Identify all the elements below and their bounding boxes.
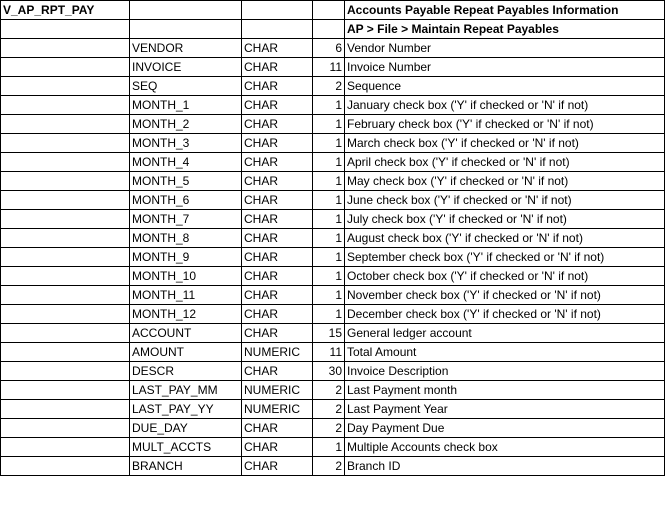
data-type-cell: CHAR (242, 115, 313, 134)
empty-cell (1, 191, 130, 210)
data-type-cell: CHAR (242, 305, 313, 324)
length-cell: 2 (313, 457, 345, 476)
description-cell: General ledger account (345, 324, 665, 343)
length-cell: 11 (313, 58, 345, 77)
empty-cell (1, 172, 130, 191)
description-cell: June check box ('Y' if checked or 'N' if not) (345, 191, 665, 210)
description-cell: Vendor Number (345, 39, 665, 58)
field-name-cell: INVOICE (130, 58, 242, 77)
length-cell: 2 (313, 419, 345, 438)
field-name-cell: MONTH_10 (130, 267, 242, 286)
field-name-cell: ACCOUNT (130, 324, 242, 343)
data-type-cell: CHAR (242, 248, 313, 267)
description-cell: November check box ('Y' if checked or 'N' if not) (345, 286, 665, 305)
data-type-cell: CHAR (242, 96, 313, 115)
empty-cell (242, 20, 313, 39)
data-type-cell: CHAR (242, 419, 313, 438)
field-name-cell: LAST_PAY_YY (130, 400, 242, 419)
field-name-cell: LAST_PAY_MM (130, 381, 242, 400)
table-row (1, 153, 665, 172)
table-row (1, 286, 665, 305)
field-name-cell: BRANCH (130, 457, 242, 476)
field-name-cell: MONTH_3 (130, 134, 242, 153)
description-cell: September check box ('Y' if checked or 'N' if not) (345, 248, 665, 267)
description-cell: Invoice Description (345, 362, 665, 381)
field-name-cell: SEQ (130, 77, 242, 96)
table-row (1, 96, 665, 115)
table-name: V_AP_RPT_PAY (1, 1, 130, 20)
table-row (1, 58, 665, 77)
length-cell: 1 (313, 248, 345, 267)
length-cell: 1 (313, 286, 345, 305)
table-row (1, 134, 665, 153)
field-name-cell: MONTH_9 (130, 248, 242, 267)
empty-cell (1, 229, 130, 248)
field-name-cell: AMOUNT (130, 343, 242, 362)
empty-cell (1, 58, 130, 77)
length-cell: 1 (313, 438, 345, 457)
empty-cell (313, 1, 345, 20)
data-type-cell: CHAR (242, 362, 313, 381)
description-cell: Invoice Number (345, 58, 665, 77)
empty-cell (1, 343, 130, 362)
length-cell: 1 (313, 172, 345, 191)
field-name-cell: MONTH_5 (130, 172, 242, 191)
description-cell: January check box ('Y' if checked or 'N' if not) (345, 96, 665, 115)
table-row (1, 115, 665, 134)
length-cell: 1 (313, 96, 345, 115)
field-name-cell: MONTH_7 (130, 210, 242, 229)
empty-cell (1, 96, 130, 115)
data-type-cell: CHAR (242, 286, 313, 305)
description-cell: Last Payment Year (345, 400, 665, 419)
data-type-cell: CHAR (242, 134, 313, 153)
table-row (1, 381, 665, 400)
field-name-cell: MONTH_2 (130, 115, 242, 134)
empty-cell (1, 286, 130, 305)
empty-cell (1, 267, 130, 286)
empty-cell (313, 20, 345, 39)
description-cell: Total Amount (345, 343, 665, 362)
menu-path: AP > File > Maintain Repeat Payables (345, 20, 665, 39)
empty-cell (1, 305, 130, 324)
length-cell: 1 (313, 115, 345, 134)
empty-cell (242, 1, 313, 20)
data-type-cell: NUMERIC (242, 343, 313, 362)
length-cell: 6 (313, 39, 345, 58)
table-row (1, 229, 665, 248)
table-row (1, 343, 665, 362)
empty-cell (1, 210, 130, 229)
table-row (1, 172, 665, 191)
length-cell: 1 (313, 267, 345, 286)
data-type-cell: NUMERIC (242, 381, 313, 400)
table-row (1, 77, 665, 96)
field-name-cell: MONTH_1 (130, 96, 242, 115)
length-cell: 1 (313, 191, 345, 210)
description-cell: Branch ID (345, 457, 665, 476)
menu-path-row (1, 20, 665, 39)
data-type-cell: CHAR (242, 191, 313, 210)
field-name-cell: DUE_DAY (130, 419, 242, 438)
field-name-cell: MONTH_11 (130, 286, 242, 305)
data-type-cell: CHAR (242, 438, 313, 457)
table-row (1, 210, 665, 229)
table-row (1, 400, 665, 419)
length-cell: 11 (313, 343, 345, 362)
table-row (1, 438, 665, 457)
length-cell: 15 (313, 324, 345, 343)
empty-cell (1, 39, 130, 58)
field-name-cell: MONTH_6 (130, 191, 242, 210)
data-type-cell: CHAR (242, 229, 313, 248)
table-body (1, 1, 665, 476)
empty-cell (1, 20, 130, 39)
description-cell: Last Payment month (345, 381, 665, 400)
field-name-cell: MONTH_8 (130, 229, 242, 248)
empty-cell (1, 77, 130, 96)
description-cell: Day Payment Due (345, 419, 665, 438)
empty-cell (1, 362, 130, 381)
length-cell: 1 (313, 134, 345, 153)
table-row (1, 324, 665, 343)
description-cell: December check box ('Y' if checked or 'N' if not) (345, 305, 665, 324)
description-cell: July check box ('Y' if checked or 'N' if not) (345, 210, 665, 229)
description-cell: Multiple Accounts check box (345, 438, 665, 457)
data-type-cell: CHAR (242, 267, 313, 286)
field-name-cell: DESCR (130, 362, 242, 381)
data-type-cell: CHAR (242, 153, 313, 172)
field-name-cell: MONTH_4 (130, 153, 242, 172)
data-type-cell: CHAR (242, 457, 313, 476)
empty-cell (1, 381, 130, 400)
description-cell: Sequence (345, 77, 665, 96)
table-row (1, 39, 665, 58)
data-type-cell: CHAR (242, 77, 313, 96)
field-name-cell: MULT_ACCTS (130, 438, 242, 457)
empty-cell (1, 248, 130, 267)
length-cell: 1 (313, 229, 345, 248)
empty-cell (1, 324, 130, 343)
data-type-cell: CHAR (242, 58, 313, 77)
description-cell: March check box ('Y' if checked or 'N' if not) (345, 134, 665, 153)
description-cell: May check box ('Y' if checked or 'N' if not) (345, 172, 665, 191)
empty-cell (130, 1, 242, 20)
description-cell: October check box ('Y' if checked or 'N' if not) (345, 267, 665, 286)
data-type-cell: CHAR (242, 39, 313, 58)
data-type-cell: NUMERIC (242, 400, 313, 419)
empty-cell (1, 134, 130, 153)
description-cell: April check box ('Y' if checked or 'N' if not) (345, 153, 665, 172)
empty-cell (1, 153, 130, 172)
table-row (1, 362, 665, 381)
length-cell: 1 (313, 210, 345, 229)
data-type-cell: CHAR (242, 172, 313, 191)
length-cell: 2 (313, 77, 345, 96)
empty-cell (1, 457, 130, 476)
length-cell: 1 (313, 305, 345, 324)
table-row (1, 419, 665, 438)
table-title: Accounts Payable Repeat Payables Information (345, 1, 665, 20)
table-row (1, 305, 665, 324)
empty-cell (1, 438, 130, 457)
empty-cell (130, 20, 242, 39)
description-cell: February check box ('Y' if checked or 'N' if not) (345, 115, 665, 134)
header-row (1, 1, 665, 20)
table-row (1, 248, 665, 267)
length-cell: 30 (313, 362, 345, 381)
table-row (1, 457, 665, 476)
field-name-cell: VENDOR (130, 39, 242, 58)
table-row (1, 267, 665, 286)
empty-cell (1, 115, 130, 134)
field-name-cell: MONTH_12 (130, 305, 242, 324)
table-row (1, 191, 665, 210)
description-cell: August check box ('Y' if checked or 'N' if not) (345, 229, 665, 248)
length-cell: 2 (313, 381, 345, 400)
data-type-cell: CHAR (242, 210, 313, 229)
length-cell: 2 (313, 400, 345, 419)
empty-cell (1, 419, 130, 438)
length-cell: 1 (313, 153, 345, 172)
empty-cell (1, 400, 130, 419)
data-type-cell: CHAR (242, 324, 313, 343)
